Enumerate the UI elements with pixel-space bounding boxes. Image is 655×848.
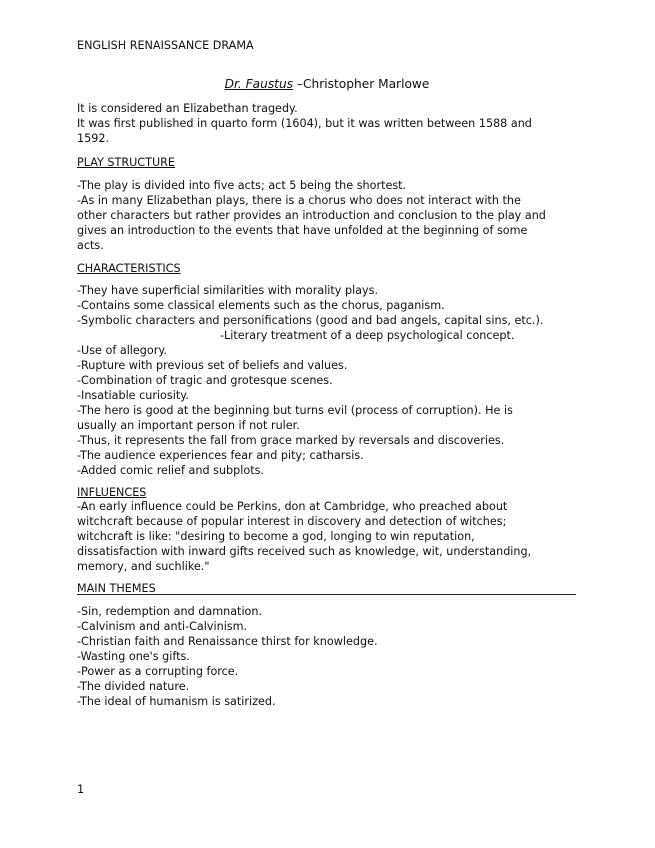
list-item: -As in many Elizabethan plays, there is a chorus who does not interact with the	[77, 194, 521, 207]
list-item: -Contains some classical elements such as the chorus, paganism.	[77, 299, 445, 312]
heading-rule	[77, 594, 576, 595]
list-item: memory, and suchlike."	[77, 560, 210, 573]
section-heading-characteristics: CHARACTERISTICS	[77, 262, 181, 275]
list-item: -The audience experiences fear and pity; catharsis.	[77, 449, 364, 462]
list-item: -An early influence could be Perkins, don at Cambridge, who preached about	[77, 500, 508, 513]
section-heading-themes: MAIN THEMES	[77, 582, 156, 595]
intro-paragraph	[77, 101, 577, 146]
list-item: witchcraft is like: "desiring to become a god, longing to win reputation,	[77, 530, 475, 543]
page-number: 1	[77, 783, 85, 796]
list-item: -Rupture with previous set of beliefs and values.	[77, 359, 348, 372]
list-item: -Wasting one's gifts.	[77, 650, 190, 663]
list-item: -Insatiable curiosity.	[77, 389, 189, 402]
influences-paragraph	[77, 499, 577, 574]
section-heading-structure: PLAY STRUCTURE	[77, 156, 175, 169]
list-item: witchcraft because of popular interest in discovery and detection of witches;	[77, 515, 507, 528]
document-title	[77, 77, 577, 92]
running-header: ENGLISH RENAISSANCE DRAMA	[77, 39, 254, 52]
work-title: Dr. Faustus	[224, 77, 294, 91]
list-item: -Use of allegory.	[77, 344, 167, 357]
list-item: -Added comic relief and subplots.	[77, 464, 264, 477]
list-item: -The ideal of humanism is satirized.	[77, 695, 276, 708]
list-item: acts.	[77, 239, 104, 252]
section-heading-influences: INFLUENCES	[77, 486, 147, 499]
list-item: -Thus, it represents the fall from grace marked by reversals and discoveries.	[77, 434, 505, 447]
intro-line: 1592.	[77, 132, 110, 145]
intro-line: It is considered an Elizabethan tragedy.	[77, 102, 298, 115]
list-item: -Literary treatment of a deep psychological concept.	[220, 329, 515, 342]
intro-line: It was first published in quarto form (1604), but it was written between 1588 and	[77, 117, 532, 130]
themes-paragraph	[77, 604, 577, 709]
list-item: gives an introduction to the events that have unfolded at the beginning of some	[77, 224, 528, 237]
author-name: –Christopher Marlowe	[293, 77, 430, 91]
list-item: -The divided nature.	[77, 680, 190, 693]
list-item: -Calvinism and anti-Calvinism.	[77, 620, 248, 633]
list-item: -Christian faith and Renaissance thirst for knowledge.	[77, 635, 378, 648]
list-item: dissatisfaction with inward gifts received such as knowledge, wit, understanding,	[77, 545, 532, 558]
list-item: -They have superficial similarities with morality plays.	[77, 284, 379, 297]
list-item: -The play is divided into five acts; act 5 being the shortest.	[77, 179, 407, 192]
list-item: -The hero is good at the beginning but turns evil (process of corruption). He is	[77, 404, 513, 417]
characteristics-paragraph	[77, 283, 577, 478]
list-item: -Combination of tragic and grotesque scenes.	[77, 374, 333, 387]
list-item: other characters but rather provides an introduction and conclusion to the play and	[77, 209, 546, 222]
list-item: -Power as a corrupting force.	[77, 665, 239, 678]
list-item: -Sin, redemption and damnation.	[77, 605, 263, 618]
structure-paragraph	[77, 178, 577, 253]
list-item: usually an important person if not ruler.	[77, 419, 300, 432]
list-item: -Symbolic characters and personifications (good and bad angels, capital sins, etc.).	[77, 314, 544, 327]
